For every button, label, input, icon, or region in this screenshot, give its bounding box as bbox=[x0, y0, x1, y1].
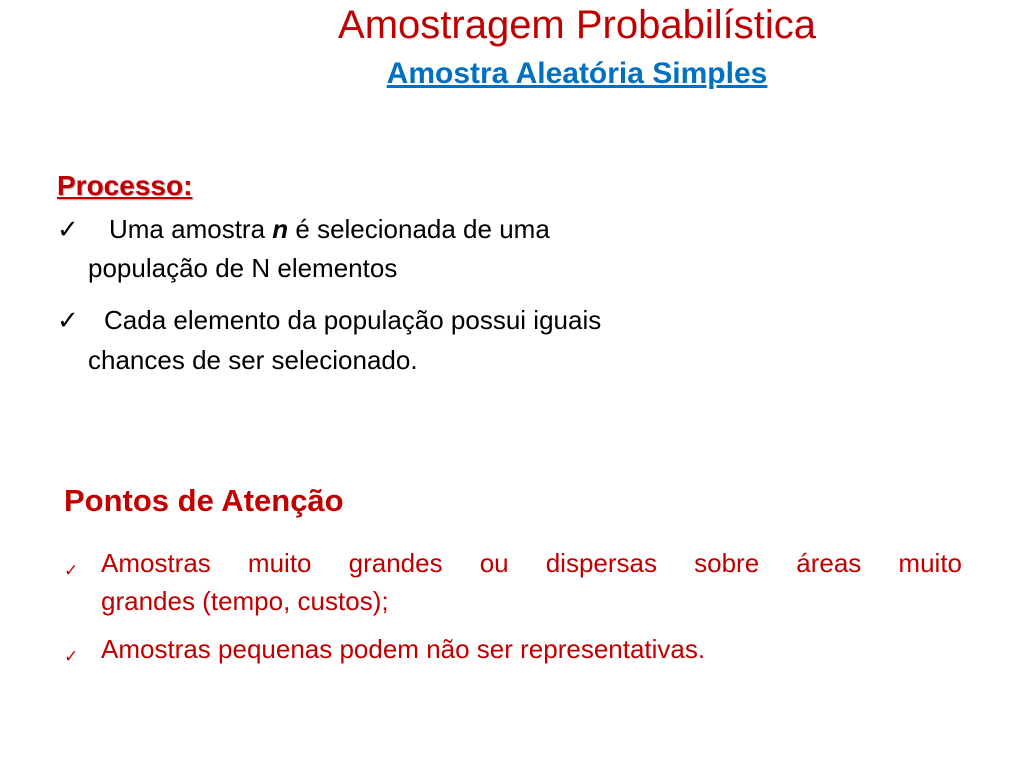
pontos-item-1-text bbox=[101, 544, 962, 620]
pontos-item-2-text: Amostras pequenas podem não ser representativas. bbox=[101, 634, 706, 664]
processo-item-1-text-before: Uma amostra bbox=[109, 214, 273, 244]
processo-item-1-text-after: é selecionada de uma bbox=[288, 214, 550, 244]
pontos-heading: Pontos de Atenção bbox=[64, 483, 344, 518]
pontos-item-1-word: áreas bbox=[796, 548, 862, 578]
check-icon: ✓ bbox=[64, 647, 79, 666]
check-icon: ✓ bbox=[57, 305, 79, 335]
processo-item-1-line2: população de N elementos bbox=[88, 253, 398, 283]
pontos-item-1-word: Amostras bbox=[101, 548, 211, 578]
check-icon: ✓ bbox=[64, 561, 79, 580]
check-icon: ✓ bbox=[57, 214, 79, 244]
processo-item-1-line1 bbox=[109, 211, 550, 247]
pontos-item-1-word: ou bbox=[479, 548, 509, 578]
processo-item-1-variable: n bbox=[272, 214, 289, 244]
pontos-item-1-word: sobre bbox=[694, 548, 760, 578]
pontos-item-1-word: muito bbox=[247, 548, 312, 578]
processo-item-2-line1: Cada elemento da população possui iguais bbox=[104, 305, 602, 335]
slide-title: Amostragem Probabilística bbox=[338, 3, 816, 47]
pontos-item-1-word: dispersas bbox=[545, 548, 657, 578]
slide-subtitle: Amostra Aleatória Simples bbox=[386, 57, 768, 90]
processo-item-2-line2: chances de ser selecionado. bbox=[88, 345, 418, 375]
pontos-item-1-word: grandes bbox=[348, 548, 443, 578]
pontos-item-1-line1 bbox=[101, 544, 962, 582]
pontos-item-1-word: muito bbox=[898, 548, 962, 578]
pontos-item-1-line2: grandes (tempo, custos); bbox=[101, 586, 389, 616]
processo-heading: Processo: bbox=[57, 170, 193, 201]
